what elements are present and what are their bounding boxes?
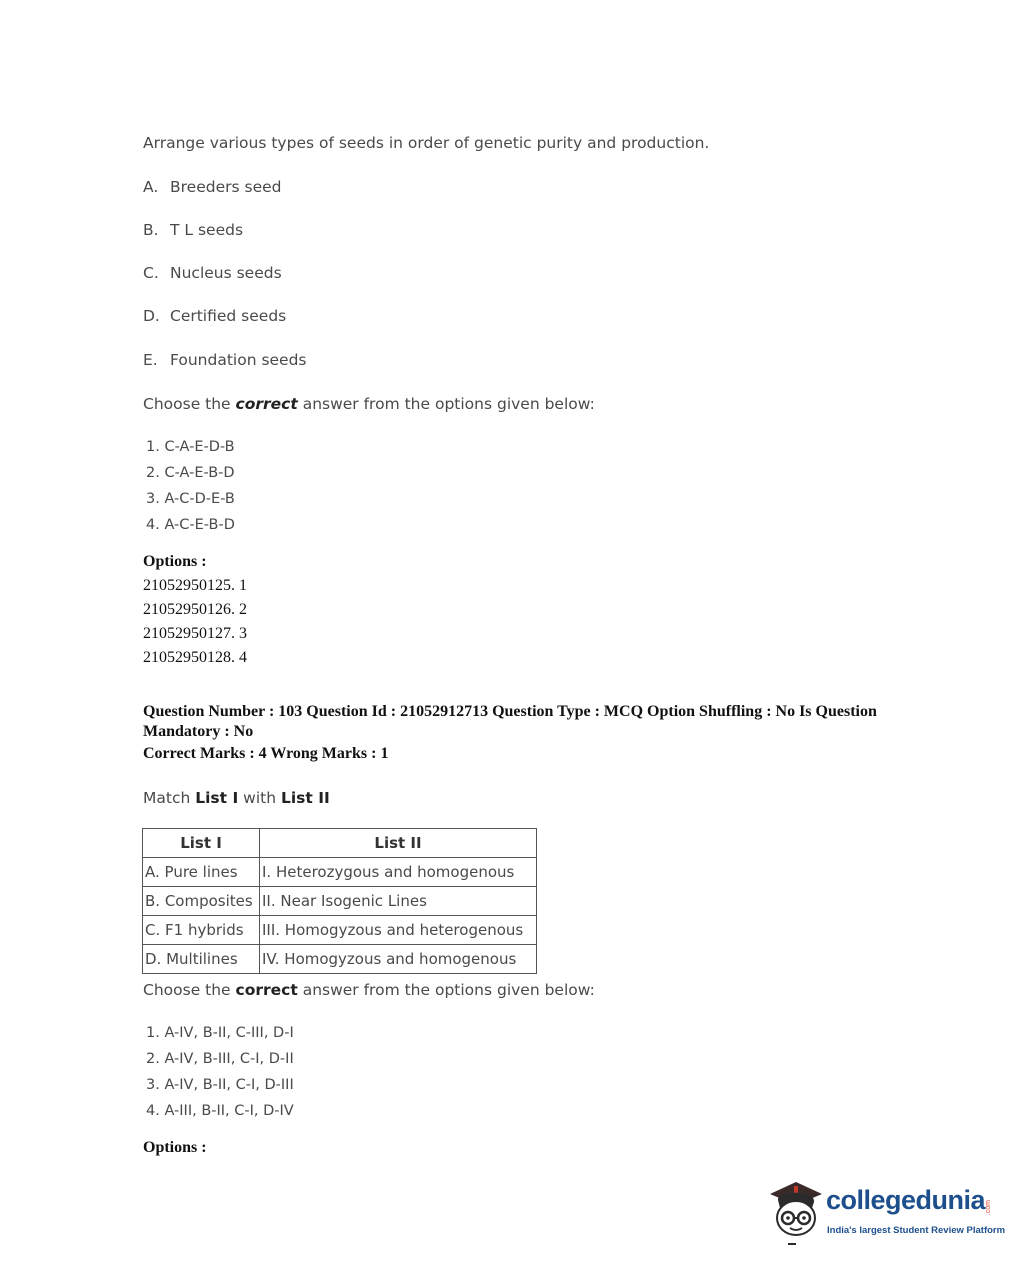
list-item: C. Nucleus seeds [143, 264, 282, 282]
table-cell: IV. Homogyzous and homogenous [260, 945, 537, 974]
list-item: E. Foundation seeds [143, 351, 307, 369]
table-header: List I [143, 829, 260, 858]
table-row [143, 887, 537, 916]
table-row [143, 916, 537, 945]
table-cell: II. Near Isogenic Lines [260, 887, 537, 916]
answer-choice: 3. A-IV, B-II, C-I, D-III [146, 1077, 294, 1093]
option-list [143, 574, 247, 670]
table-header-row [143, 829, 537, 858]
mascot-icon [766, 1178, 826, 1248]
logo-wordmark: collegedunia [826, 1185, 986, 1215]
answer-choice: 2. A-IV, B-III, C-I, D-II [146, 1051, 294, 1067]
answer-choice: 2. C-A-E-B-D [146, 465, 235, 481]
table-cell: A. Pure lines [143, 858, 260, 887]
table-cell: B. Composites [143, 887, 260, 916]
table-header: List II [260, 829, 537, 858]
logo-suffix: .com [985, 1200, 992, 1216]
table-cell: D. Multilines [143, 945, 260, 974]
option-item: 21052950125. 1 [143, 577, 247, 594]
list-item: B. T L seeds [143, 221, 244, 239]
table-row [143, 858, 537, 887]
question-stem: Arrange various types of seeds in order of genetic purity and production. [143, 134, 710, 152]
answer-choice: 4. A-III, B-II, C-I, D-IV [146, 1103, 294, 1119]
logo-tagline: India's largest Student Review Platform [827, 1225, 1006, 1236]
options-title: Options : [143, 1139, 207, 1156]
list-item: A. Breeders seed [143, 178, 282, 196]
choose-instruction: Choose the correct answer from the options given below: [143, 395, 595, 413]
question-stem: Match List I with List II [143, 789, 330, 807]
answer-choice: 3. A-C-D-E-B [146, 491, 235, 507]
question-marks: Correct Marks : 4 Wrong Marks : 1 [143, 745, 389, 762]
match-table [142, 828, 537, 974]
option-item: 21052950127. 3 [143, 625, 247, 642]
list-item: D. Certified seeds [143, 307, 287, 325]
table-row [143, 945, 537, 974]
answer-choice: 4. A-C-E-B-D [146, 517, 235, 533]
option-item: 21052950126. 2 [143, 601, 247, 618]
table-cell: III. Homogyzous and heterogenous [260, 916, 537, 945]
table-cell: C. F1 hybrids [143, 916, 260, 945]
options-title: Options : [143, 553, 207, 570]
answer-choices [146, 1020, 294, 1124]
choose-instruction: Choose the correct answer from the options given below: [143, 981, 595, 999]
answer-choice: 1. C-A-E-D-B [146, 439, 235, 455]
answer-choice: 1. A-IV, B-II, C-III, D-I [146, 1025, 294, 1041]
option-item: 21052950128. 4 [143, 649, 247, 666]
table-cell: I. Heterozygous and homogenous [260, 858, 537, 887]
question-meta: Question Number : 103 Question Id : 21052912713 Question Type : MCQ Option Shuffling : No Is Question Mandatory : No [143, 703, 877, 740]
answer-choices [146, 434, 235, 538]
